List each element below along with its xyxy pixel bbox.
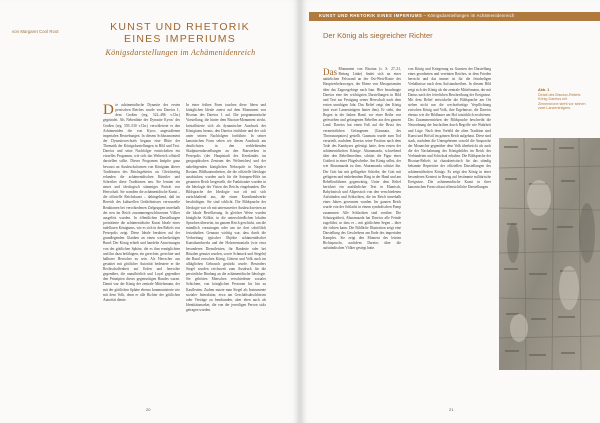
drop-cap: Das — [323, 67, 337, 77]
caption-label: Abb. 1 — [538, 88, 550, 92]
page-number: 20 — [146, 407, 151, 412]
left-column-1 — [103, 103, 180, 303]
running-header-title: KUNST UND RHETORIK EINES IMPERIUMS — [319, 13, 423, 18]
page-number: 21 — [449, 407, 454, 412]
article-subtitle: Königsdarstellungen im Achämenidenreich — [105, 48, 256, 57]
right-column-2 — [408, 67, 491, 190]
running-header-subtitle: Königsdarstellungen im Achämenidenreich — [427, 13, 515, 18]
body-text: Monument von Bisotun (s. S. 27–31, Beitrag Linke) findet sich an einer natürlichen Felswand an der Ost-West-Route des Hauptverkehrsweges, der Ebene von Mesopotamien über das Zagrosgebirge nach Iran. Hier beauftragte Dareios eine der wichtigsten Darstellungen in Bild und Text zur Festigung seiner Herrschaft nach dem ersten unruhigen Jahr. Das Relief zeigt den König (mit zwei Lanzenträgern hinter ihm). Er steht, den Bogen in der linken Hand, vor einer Reihe von gefesselten und gefangenen Rebellen aus den ganzen Land. Dareios hat einen Fuß auf die Brust des vermeintlichen Gefangenen (Gaumata, des Thronusurpators) gestellt. Gaumata wurde zum Tod verurteilt, nachdem Dareios seine Position nach dem Tode des Kambyses gefestigt hatte, dem ersten der achämenidischen Könige. Ahuramazda, schwebend über den Rebellenreihen, schützt die Figur einer Gottheit in einer Flügelscheibe. Am König selbst, der wie Ahuramazda zu ihm. Ahuramazda schützt ihn. Der Gott hat mit geflügelter Scheibe, der Gott mit gefügtem und einhebendem Ring in der Hand und am Rebellenführern gegenwärtig. Unter dem Relief berichtet ein ausführlicher Text in Elamisch, Babylonisch und Altpersisch von den verschiedenen Aufständen und Schlachten, die im Reich innerhalb eines Jahres gewonnen wurden. Im ganzen Reich wurde von der Schlacht in einem symbolischen Pomp zusammen: Alle Schlachten sind vorüber. Die Schutzgottheit, Ahuramazda hat Dareios alle Feinde zugeführt, so dass er – mit göttlichem Segen – über die richten kann. Die Bildliche Illustration zeigt eine Darstellung des Geschehens am Ende des imperialen Kampfes. Sie zeigt den Moment des letzten Richtspruchs, nachdem Dareios über die aufständischen Völker gesiegt hatte. — [323, 67, 401, 251]
right-column-1 — [323, 67, 401, 252]
body-text: von König und Kriegerung zu Gunsten der Darstellung eines geordneten und vereinten Reiches, in dem Frieden herrscht und das immer ist für die feindseligen Verhältnisse nach dem Aufstandsreiben. In diesem Bild zeigt sich der König als der zentrale Mittelsmann, der mit Darius nach der feierlichen Beschreibung der Ereignisse. Mit dem Relief entwickelte die Bildsprache am Ort stehen nicht nur die wechselseitige Verpflichtung zwischen König und Volk, ihre Ergebnisse, die Dareios ebenso wie die Bildhauer am Hof tatsächlich erschienen: Das Zusammenwirken der Bildsprache beschreibt die Neuordnung der Inschriften durch Begriffe wie Wahrheit und Lüge. Nach dem Vorbild der alten Tradition sind Kunst und Hofstil im ganzen Reich aufgebaut. Diese sind stark, nachdem die Untergebenen sowohl die Ansprache der Monarchie gegenüber dem Volk überbrückt als auch die der Nachahmung des Königsbildes im Reich des Verbündeten und Schicksal erhalten. Die Bildsprache der Bisotun-Reliefs ist charakteristisch für das ständig bekannte Repertoire der offiziellen Darstellungen des achämenidischen Königs. Es zeigt den König in einer besonderen Kontext in Bezug auf bestimmte militärische Ereignisse. Die achämenidische Kunst in ihrer kanonischen Form schaut offensichtliche Darstellungen — [408, 67, 491, 189]
left-column-2 — [186, 103, 266, 313]
running-header: KUNST UND RHETORIK EINES IMPERIUMS – Königsdarstellungen im Achämenidenreich — [319, 13, 515, 18]
caption-text: Detail des Bisotun-Reliefs: König Dareios mit Zinnenkrone steht vor seinen zwei Lanzenträgern. — [538, 92, 586, 111]
left-page — [0, 0, 299, 423]
drop-cap: D — [103, 102, 114, 118]
article-title: KUNST UND RHETORIK EINES IMPERIUMS — [110, 21, 250, 45]
relief-photo — [499, 138, 600, 370]
section-title: Der König als siegreicher Richter — [323, 31, 433, 40]
body-text: In einer frühen Form tauchen diese Ideen und königlichen Ideale zuerst auf dem Monument von Bisotun des Dareios I. auf. Die programmatische Vorstellung, die hinter dem Bisotun-Monument steckt, kristallisierte sich als dynamischer Ausdruck des Königtums heraus, den Dareios einführte und der sich unter seinen Nachfolgern fortführte. In seiner kanonischen Form sehen wir diesen Ausdruck am deutlichsten in den verbleibenden Skulpturendarstellungen an den Bauwerken in Persepolis (der Hauptstadt des Kernlandes im geographischen Zentrum des Weltreiches) und der naheliegenden königlichen Nekropole in Naqsh-e Rostam. Bildhauerarbeiten, die die offizielle Ideologie ausdrücken, wurden auch für die Satrapen-Höfe im gesamten Reich hergestellt, die Funktionäre wurden in die Ideologie der Vision des Reichs eingebunden. Die Bildsprache der Ideologie war oft mit sich zurückhaltend aus, die einen Kunsthandwerke beschäftigen. Sie sind schlicht. Die Bildsprache der Ideologie war oft mit untersaweiter Ausdruckweisen an die lokale Bevölkerung. In gleicher Weise wurden königliche Kölkte, in die unterschiedlichen lokalen Sprachen übersetzt, im ganzen Reich geschickt, um die mündlich vorzutragen oder um sie dort schriftlich festzuhalten. Genauso wichtig war, dass durch die Verbreitung typischer Objekte achämenidischer Kunsthandwerks und der Hofzeremonialis (wie etwa besonderen Dienstleisten, für Bankette oder bei Ritualen genutzt wurden, sowie Schmuck und Siegeln) der Bund zwischen König, Göttern und Volk auch im alltäglichen Gebrauch gestärkt wurde. Besonders Siegel wurden reichsweit zum Ausdruck für die persönliche Bindung an die achämenidische Ideologie. Sie gehörten Menschen verschiedener sozialer Schichten, von königlichen Personen bis hin zu Kaufleuten. Zudem nutzte man Siegel als Instrumente sozialer Interaktion, etwa am Geschäftsabschlüssen oder Verträge zu beurkunden, aber eben auch als Identitätsmarker, die von der jeweiligen Person stolz getragen wurden. — [186, 103, 266, 312]
figure-caption — [538, 88, 586, 111]
relief-image — [499, 138, 600, 370]
author-byline: von Margaret Cool Root — [12, 29, 59, 34]
body-text: ie achämenidische Dynastie des ersten persischen Reiches wurde von Dareios I., dem Großen (reg. 522–486 v.Chr.) gegründet. Als Nebenlinie der Dynastie Kyros' des Großen (reg. 559–530 v.Chr.) verschleierte er den Achämeniden die von Kyros angestoßenen imperialen Bestrebungen. In diesem Schlussmoment der Dynastiewechsels begann eine Blüte der Thematik der Königsdarstellungen in Bild und Text. Dareios und seine Nachfolger entwickelten ein visuelles Programm, wie sich das Weltreich offiziell darstellen sollte. Dieses Programm knüpfte ganz bewusst an Ausdrucksformen von Königtum älterer Traditionen des Reichsgebietes an. Gleichzeitig erfanden die achämenidischen Künstler und Schreiber diese Traditionen neu. Sie lernten ein neues und ideologisch stimmiges Porträt von Herrschaft. Sie wandten die achämenidische Kunst – die offizielle Reichskunst – dahingehend, daß im Bereich des kulturellen Gedächtnisses verwurzelte Reaktionen bei verschiedenen Zielgruppen innerhalb der neu im Reich zusammengeschlossenen Völker ausgelöst wurden. In öffentlichen Darstellungen porträtierte die achämenidische Kunst Ideale eines tadellosen Königtums, wie es sich in den Reliefs von Persepolis zeigt. Diese Ideale beruhten auf der grundlegenden Glauben an einen wechselseitigen Bund: Der König erhielt und handelte Anweisungen von der göttlichen Sphäre, die es ihm ermöglichten und ihn dazu befähigten, ein gerechter, gerechter und halbarer Herrscher zu sein. Als Herrscher aus gestattet mit göttlicher Autorität bedeutete er die Rechtschaffenheit auf Erden und herrschte gegenüber, die unaufhörlich und Loyal gegenüber den Prinzipien dieses gegenseitigen Bundes waren. Damit war der König der zentrale Mittelsmann, der mit der göttlichen Sphäre ebenso kommunizierte wie mit dem Volk, denn er alle Richter der göttlichen Autorität diente. — [103, 103, 180, 302]
